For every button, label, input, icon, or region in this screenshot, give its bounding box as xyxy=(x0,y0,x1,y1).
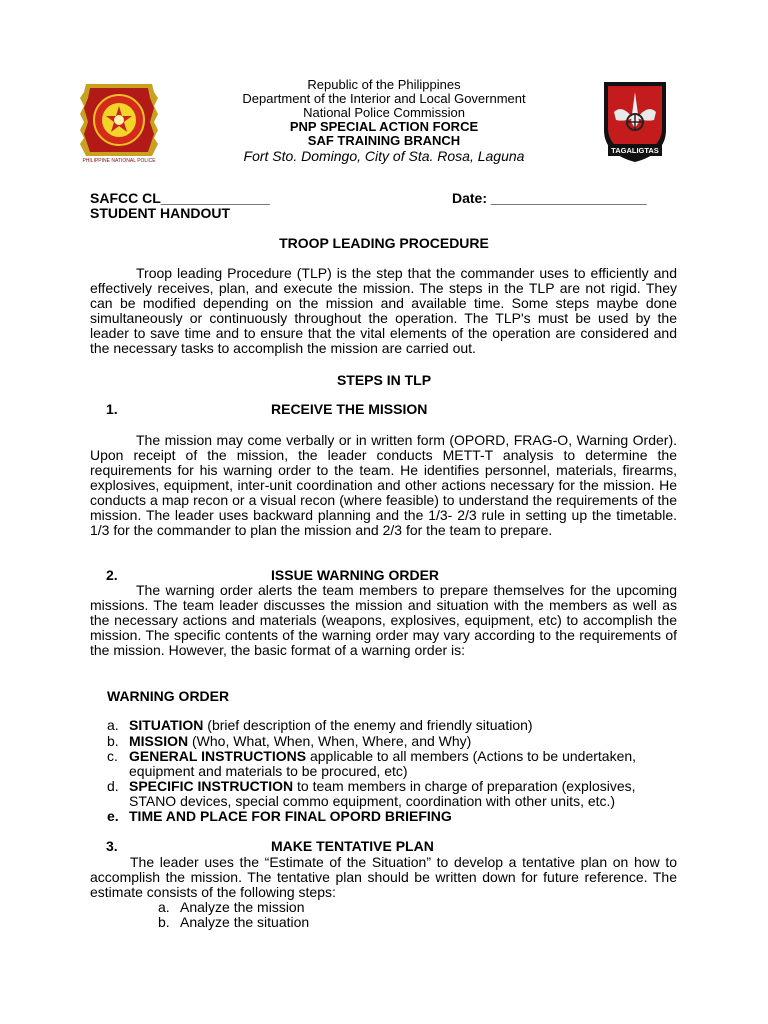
warning-order-heading: WARNING ORDER xyxy=(107,688,230,704)
list-item-term: SPECIFIC INSTRUCTION xyxy=(129,778,294,794)
step3-paragraph: The leader uses the “Estimate of the Situation” to develop a tentative plan on how to accomplish the mission. The tentative plan should be written down for future reference. The estimate consists of the following steps: xyxy=(90,854,677,900)
header-line-republic: Republic of the Philippines xyxy=(307,77,461,92)
header-location: Fort Sto. Domingo, City of Sta. Rosa, Laguna xyxy=(243,148,525,164)
step1-title: RECEIVE THE MISSION xyxy=(271,401,428,417)
step3-title: MAKE TENTATIVE PLAN xyxy=(271,838,434,854)
document-title: TROOP LEADING PROCEDURE xyxy=(279,235,489,251)
step1-number: 1. xyxy=(106,401,118,417)
list-item xyxy=(158,915,309,930)
list-item-letter: a. xyxy=(158,899,170,915)
pnp-seal-label: PHILIPPINE NATIONAL POLICE xyxy=(82,158,156,164)
steps-heading: STEPS IN TLP xyxy=(336,372,432,388)
header-line-training-branch: SAF TRAINING BRANCH xyxy=(307,133,461,148)
list-item-term: MISSION xyxy=(129,733,189,749)
header-line-saf: PNP SPECIAL ACTION FORCE xyxy=(289,119,479,134)
header-line-dilg: Department of the Interior and Local Government xyxy=(242,91,526,106)
list-item-term: GENERAL INSTRUCTIONS xyxy=(129,748,307,764)
list-item-text: applicable to all members (Actions to be undertaken, equipment and materials to be procured, etc) xyxy=(129,748,637,779)
list-item xyxy=(107,749,679,779)
list-item-term: SITUATION xyxy=(129,717,204,733)
list-item-text: Analyze the mission xyxy=(180,899,305,915)
warning-order-list xyxy=(107,718,679,824)
step1-paragraph: The mission may come verbally or in written form (OPORD, FRAG-O, Warning Order). Upon receipt of the mission, the leader conducts METT-T analysis to determine the requirements for his warning order to the team. He identifies personnel, materials, firearms, explosives, equipment, inter-unit coordination and other actions necessary for the mission. He conducts a map recon or a visual recon (where feasible) to understand the requirements of the mission. The leader uses backward planning and the 1/3- 2/3 rule in setting up the timetable. 1/3 for the commander to plan the mission and 2/3 for the team to prepare. xyxy=(90,432,677,538)
student-handout-label: STUDENT HANDOUT xyxy=(90,205,230,221)
list-item-letter: b. xyxy=(107,733,119,749)
intro-paragraph: Troop leading Procedure (TLP) is the step that the commander uses to efficiently and effectively receives, plan, and execute the mission. The steps in the TLP are not rigid. They can be modified depending on the mission and available time. Some steps maybe done simultaneously or continuously throughout the operation. The TLP's must be used by the leader to save time and to ensure that the vital elements of the operation are considered and the necessary tasks to accomplish the mission are carried out. xyxy=(90,265,677,356)
saf-tagaligtas-logo xyxy=(600,78,670,164)
step2-paragraph: The warning order alerts the team members to prepare themselves for the upcoming missions. The team leader discusses the mission and situation with the members as well as the necessary actions and materials (weapons, explosives, equipment, etc) to accomplish the mission. The specific contents of the warning order may vary according to the requirements of the mission. However, the basic format of a warning order is: xyxy=(90,582,677,658)
list-item-letter: c. xyxy=(107,748,118,764)
list-item xyxy=(107,718,679,733)
list-item-text: Analyze the situation xyxy=(180,914,310,930)
list-item xyxy=(107,809,679,824)
document-header xyxy=(180,78,588,164)
list-item-term: TIME AND PLACE FOR FINAL OPORD BRIEFING xyxy=(129,808,452,824)
list-item-text: to team members in charge of preparation (explosives, STANO devices, special commo equipment, coordination with other units, etc.) xyxy=(129,778,636,809)
saf-logo-label: TAGALIGTAS xyxy=(611,146,659,155)
class-field-label: SAFCC CL______________ xyxy=(90,190,270,206)
date-field-label: Date: ____________________ xyxy=(452,190,647,206)
step2-number: 2. xyxy=(106,567,118,583)
step3-number: 3. xyxy=(106,838,118,854)
list-item-text: (brief description of the enemy and friendly situation) xyxy=(203,717,533,733)
list-item-letter: d. xyxy=(107,778,119,794)
list-item-text: (Who, What, When, When, Where, and Why) xyxy=(188,733,472,749)
step3-sub-list xyxy=(158,900,309,930)
list-item-letter: b. xyxy=(158,914,170,930)
header-line-napolcom: National Police Commission xyxy=(303,105,465,120)
pnp-seal-logo xyxy=(78,78,160,164)
list-item xyxy=(107,734,679,749)
list-item-letter: e. xyxy=(107,808,119,824)
step2-title: ISSUE WARNING ORDER xyxy=(271,567,440,583)
list-item xyxy=(158,900,309,915)
list-item-letter: a. xyxy=(107,717,119,733)
list-item xyxy=(107,779,679,809)
